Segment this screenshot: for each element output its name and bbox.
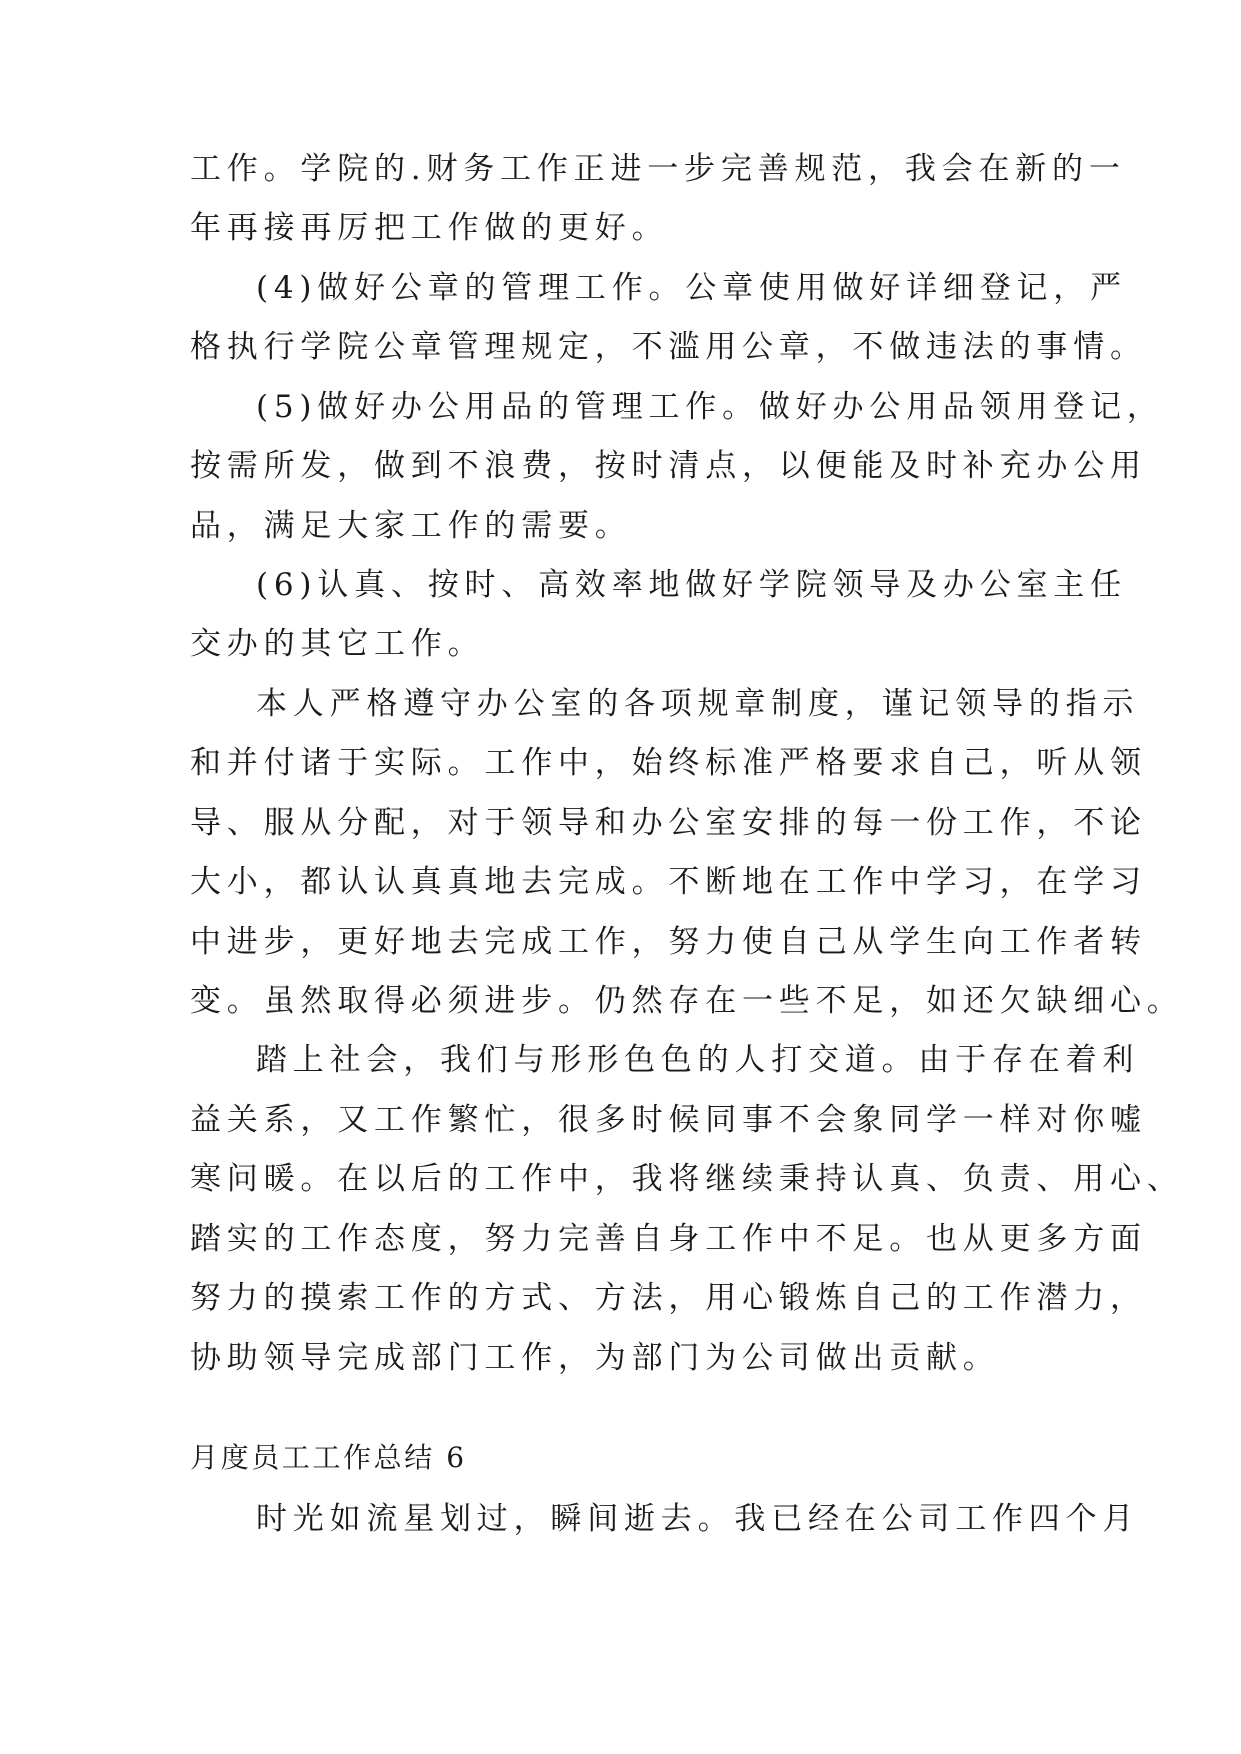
text-line: 格执行学院公章管理规定，不滥用公章，不做违法的事情。 (190, 329, 1147, 365)
text-line: 努力的摸索工作的方式、方法，用心锻炼自己的工作潜力， (190, 1280, 1147, 1316)
text-line: 导、服从分配，对于领导和办公室安排的每一份工作，不论 (190, 805, 1147, 841)
text-line: 踏上社会，我们与形形色色的人打交道。由于存在着利 (256, 1042, 1140, 1078)
text-line: 大小，都认认真真地去完成。不断地在工作中学习，在学习 (190, 864, 1147, 900)
section-title: 月度员工工作总结 6 (190, 1441, 467, 1474)
text-line: 中进步，更好地去完成工作，努力使自己从学生向工作者转 (190, 924, 1147, 960)
text-line: 年再接再厉把工作做的更好。 (190, 210, 669, 246)
text-line: 本人严格遵守办公室的各项规章制度，谨记领导的指示 (256, 686, 1140, 722)
text-line: 按需所发，做到不浪费，按时清点，以便能及时补充办公用 (190, 448, 1147, 484)
text-line: 交办的其它工作。 (190, 626, 485, 662)
text-line: 协助领导完成部门工作，为部门为公司做出贡献。 (190, 1340, 1000, 1376)
text-line: 踏实的工作态度，努力完善自身工作中不足。也从更多方面 (190, 1221, 1147, 1257)
text-line: 变。虽然取得必须进步。仍然存在一些不足，如还欠缺细心。 (190, 983, 1184, 1019)
text-line: (5)做好办公用品的管理工作。做好办公用品领用登记， (256, 389, 1164, 425)
text-line: 寒问暖。在以后的工作中，我将继续秉持认真、负责、用心、 (190, 1161, 1184, 1197)
text-line: 工作。学院的.财务工作正进一步完善规范，我会在新的一 (190, 151, 1126, 187)
text-line: (6)认真、按时、高效率地做好学院领导及办公室主任 (256, 567, 1127, 603)
text-line: 益关系，又工作繁忙，很多时候同事不会象同学一样对你嘘 (190, 1102, 1147, 1138)
text-line: (4)做好公章的管理工作。公章使用做好详细登记，严 (256, 270, 1127, 306)
text-line: 和并付诸于实际。工作中，始终标准严格要求自己，听从领 (190, 745, 1147, 781)
text-line: 时光如流星划过，瞬间逝去。我已经在公司工作四个月 (256, 1501, 1140, 1537)
text-line: 品，满足大家工作的需要。 (190, 508, 632, 544)
